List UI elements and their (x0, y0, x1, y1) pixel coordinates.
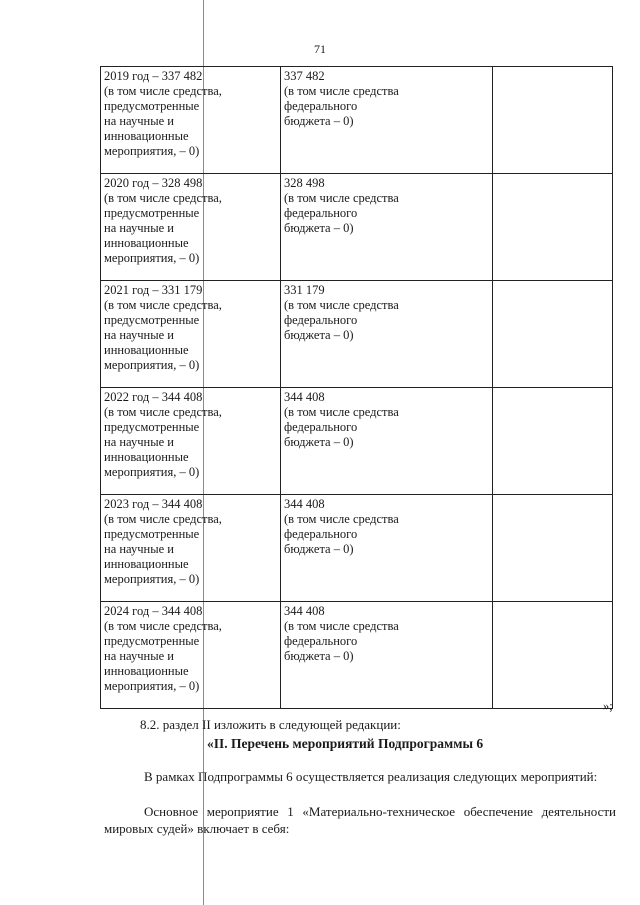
cell-line: (в том числе средства (284, 84, 399, 98)
cell-line: федерального (284, 527, 358, 541)
cell-line: 2024 год – 344 408 (104, 604, 203, 618)
cell-line: (в том числе средства, (104, 84, 222, 98)
section-heading: «II. Перечень мероприятий Подпрограммы 6 (207, 736, 484, 751)
table-cell-col1 (101, 495, 281, 602)
table-cell-col2 (281, 281, 493, 388)
cell-line: мероприятия, – 0) (104, 144, 200, 158)
table-row (101, 495, 613, 602)
cell-line: (в том числе средства (284, 619, 399, 633)
cell-line: 2020 год – 328 498 (104, 176, 203, 190)
cell-line: инновационные (104, 236, 189, 250)
cell-line: (в том числе средства, (104, 191, 222, 205)
table-cell-empty (493, 281, 613, 388)
table-cell-col1 (101, 174, 281, 281)
cell-line: на научные и (104, 114, 174, 128)
cell-line: федерального (284, 420, 358, 434)
cell-line: 2019 год – 337 482 (104, 69, 203, 83)
table-cell-col2 (281, 388, 493, 495)
cell-line: предусмотренные (104, 206, 200, 220)
cell-line: федерального (284, 313, 358, 327)
table-cell-col2 (281, 602, 493, 709)
cell-line: мероприятия, – 0) (104, 251, 200, 265)
cell-line: (в том числе средства, (104, 619, 222, 633)
cell-line: мероприятия, – 0) (104, 465, 200, 479)
cell-line: бюджета – 0) (284, 328, 354, 342)
cell-line: (в том числе средства, (104, 298, 222, 312)
cell-line: бюджета – 0) (284, 114, 354, 128)
cell-line: 328 498 (284, 176, 325, 190)
cell-line: (в том числе средства (284, 405, 399, 419)
cell-line: 2022 год – 344 408 (104, 390, 203, 404)
cell-line: (в том числе средства (284, 512, 399, 526)
table-row (101, 281, 613, 388)
cell-line: 344 408 (284, 497, 325, 511)
table-cell-col1 (101, 602, 281, 709)
table-row (101, 67, 613, 174)
cell-line: инновационные (104, 450, 189, 464)
cell-line: бюджета – 0) (284, 649, 354, 663)
table-cell-col1 (101, 281, 281, 388)
page-number: 71 (314, 42, 326, 56)
table-cell-empty (493, 174, 613, 281)
cell-line: (в том числе средства, (104, 405, 222, 419)
table-row (101, 388, 613, 495)
table-cell-col2 (281, 174, 493, 281)
table-cell-col1 (101, 388, 281, 495)
table-cell-col2 (281, 495, 493, 602)
cell-line: инновационные (104, 557, 189, 571)
cell-line: на научные и (104, 435, 174, 449)
cell-line: 344 408 (284, 390, 325, 404)
table-cell-empty (493, 388, 613, 495)
cell-line: мероприятия, – 0) (104, 679, 200, 693)
cell-line: (в том числе средства (284, 191, 399, 205)
table-row (101, 602, 613, 709)
cell-line: 331 179 (284, 283, 325, 297)
cell-line: (в том числе средства (284, 298, 399, 312)
cell-line: инновационные (104, 343, 189, 357)
cell-line: мероприятия, – 0) (104, 358, 200, 372)
table-row (101, 174, 613, 281)
cell-line: предусмотренные (104, 99, 200, 113)
cell-line: бюджета – 0) (284, 221, 354, 235)
paragraph: В рамках Подпрограммы 6 осуществляется реализация следующих мероприятий: (144, 769, 598, 784)
cell-line: предусмотренные (104, 313, 200, 327)
cell-line: федерального (284, 99, 358, 113)
budget-table (100, 66, 613, 709)
cell-line: 2023 год – 344 408 (104, 497, 203, 511)
table-cell-empty (493, 495, 613, 602)
cell-line: федерального (284, 206, 358, 220)
cell-line: 337 482 (284, 69, 325, 83)
cell-line: федерального (284, 634, 358, 648)
cell-line: 2021 год – 331 179 (104, 283, 203, 297)
cell-line: предусмотренные (104, 420, 200, 434)
cell-line: предусмотренные (104, 527, 200, 541)
cell-line: бюджета – 0) (284, 435, 354, 449)
table-end-mark: »; (603, 699, 613, 713)
table-cell-col2 (281, 67, 493, 174)
amendment-point: 8.2. раздел II изложить в следующей редакции: (140, 717, 401, 732)
cell-line: на научные и (104, 649, 174, 663)
cell-line: бюджета – 0) (284, 542, 354, 556)
cell-line: предусмотренные (104, 634, 200, 648)
table-cell-empty (493, 602, 613, 709)
cell-line: на научные и (104, 328, 174, 342)
table-cell-col1 (101, 67, 281, 174)
table-cell-empty (493, 67, 613, 174)
cell-line: мероприятия, – 0) (104, 572, 200, 586)
cell-line: 344 408 (284, 604, 325, 618)
cell-line: инновационные (104, 129, 189, 143)
cell-line: инновационные (104, 664, 189, 678)
cell-line: на научные и (104, 221, 174, 235)
paragraph: Основное мероприятие 1 «Материально-техническое обеспечение деятельности мировых судей» включает в себя: (104, 804, 616, 836)
cell-line: (в том числе средства, (104, 512, 222, 526)
cell-line: на научные и (104, 542, 174, 556)
